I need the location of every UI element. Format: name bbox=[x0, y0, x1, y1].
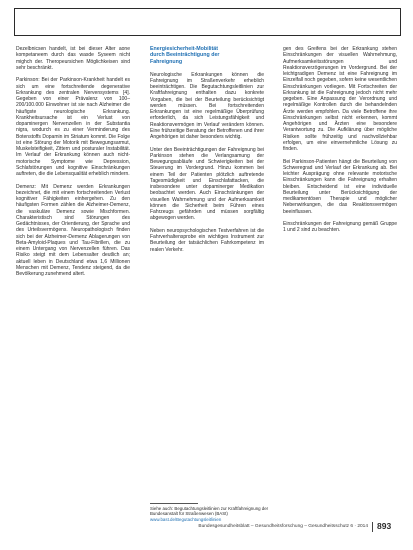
paragraph: Neben neuropsychologischen Testverfahren ist die Fahrverhaltensprobe ein wichtiges Instrument zur Beurteilung der tatsächlichen Fahrkompetenz im realen Verkehr. bbox=[150, 227, 264, 253]
section-heading-line: Fahreignung bbox=[150, 58, 183, 65]
paragraph: gen des Greifens bei der Erkrankung stehen Einschränkungen der visuellen Wahrnehmung, Aufmerksamkeitsstörungen und Reaktionsverzögerungen im Vordergrund. Bei der leichtgradigen Demenz ist eine Fahreignung im Einzelfall noch gegeben, sofern keine wesentlichen Einschränkungen vorliegen. Mit Fortschreiten der Erkrankung ist die Fahreignung jedoch nicht mehr gegeben. Eine Anpassung der Verordnung und regelmäßige Kontrollen durch die behandelnden Ärzte werden empfohlen. Da viele Betroffene ihre Einschränkungen selbst nicht erkennen, kommt Angehörigen und Ärzten eine besondere Verantwortung zu. Die Aufklärung über mögliche Risiken sollte frühzeitig und nachvollziehbar erfolgen, um eine einvernehmliche Lösung zu finden. bbox=[283, 46, 397, 152]
paragraph: Bei Parkinson-Patienten hängt die Beurteilung von Schweregrad und Verlauf der Erkrankung ab. Bei leichter Ausprägung ohne relevante motorische Einschränkungen kann die Fahreignung erhalten bleiben. Entscheidend ist eine individuelle Beurteilung unter Berücksichtigung der medikamentösen Therapie und möglicher Nebenwirkungen, die das Reaktionsvermögen beeinflussen. bbox=[283, 158, 397, 215]
section-heading-line: durch Beeinträchtigung der bbox=[150, 52, 220, 59]
text-column-left bbox=[16, 46, 130, 284]
section-heading bbox=[150, 46, 264, 65]
text-column-right bbox=[283, 46, 397, 240]
footer-divider bbox=[372, 522, 373, 532]
paragraph: Unter den Beeinträchtigungen der Fahreignung bei Parkinson stehen die Verlangsamung der Bewegungsabläufe und Schwierigkeiten bei der Steuerung im Vordergrund. Hinzu kommen bei einem Teil der Patienten plötzlich auftretende Tagesmüdigkeit und Einschlafattacken, die insbesondere unter dopaminerger Medikation beobachtet werden. Auch Einschränkungen der visuellen Wahrnehmung und der Aufmerksamkeit können die Sicherheit beim Führen eines Fahrzeugs gefährden und müssen sorgfältig abgewogen werden. bbox=[150, 146, 264, 222]
journal-footer: Bundesgesundheitsblatt – Gesundheitsforschung – Gesundheitsschutz 6 · 2014 bbox=[198, 524, 368, 529]
page-number: 893 bbox=[377, 521, 392, 531]
paragraph: Einschränkungen der Fahreignung gemäß Gruppe 1 und 2 sind zu beachten. bbox=[283, 221, 397, 234]
section-heading-line: Energiesicherheit-Mobilität bbox=[150, 46, 218, 52]
footnote-link[interactable]: www.bast.de/Begutachtungsleitlinien bbox=[150, 516, 222, 522]
paragraph: Parkinson: Bei der Parkinson-Krankheit handelt es sich um eine fortschreitende degenerative Erkrankung des zentralen Nervensystems [4]. Gegeben von einer Prävalenz von 100–200/100.000 Einwohner ist sie nach Alzheimer die häufigste neurologische Erkrankung. Krankheitsursache ist ein Verlust von dopaminergen Nervenzellen in der Substantia nigra, wodurch es zu einer Verminderung des Botenstoffs Dopamin im Striatum kommt. Die Folge ist eine Störung der Motorik mit Bewegungsarmut, Muskelsteifigkeit, Zittern und posturaler Instabilität. Im Verlauf der Erkrankung können auch nicht-motorische Symptome wie Depression, Schlafstörungen und kognitive Einschränkungen auftreten, die die Lebensqualität erheblich mindern. bbox=[16, 77, 130, 177]
paragraph: Dezelbnicsen handelt, ist bei dieser Alter aone kompetaneem durch das wasde Syseem nicht mighch der. Theropeursichen Möglichkeisen sind sehr beschränkt. bbox=[16, 46, 130, 71]
text-column-middle bbox=[150, 46, 264, 259]
footnote-text: Siehe auch: Begutachtungsleitlinien zur Kraftfahreignung der Bundesanstalt für Straßenwesen (BASt) bbox=[150, 506, 269, 517]
footnote-divider bbox=[150, 503, 198, 504]
header-box bbox=[14, 8, 401, 36]
footnote bbox=[150, 506, 270, 522]
paragraph: Neurologische Erkrankungen können die Fahreignung im Straßenverkehr erheblich beeinträchtigen. Die Begutachtungsleitlinien zur Kraftfahreignung enthalten dazu konkrete Vorgaben, die bei der Beurteilung berücksichtigt werden müssen. Bei fortschreitenden Erkrankungen ist eine regelmäßige Überprüfung erforderlich, da sich Leistungsfähigkeit und Reaktionsvermögen im Verlauf verändern können. Eine frühzeitige Beratung der Betroffenen und ihrer Angehörigen ist daher besonders wichtig. bbox=[150, 71, 264, 141]
paragraph: Demenz: Mit Demenz werden Erkrankungen bezeichnet, die mit einem fortschreitenden Verlust kognitiver Fähigkeiten einhergehen. Zu den häufigsten Formen zählen die Alzheimer-Demenz, die vaskuläre Demenz sowie Mischformen. Charakteristisch sind Störungen des Gedächtnisses, der Orientierung, der Sprache und des Urteilsvermögens. Neuropathologisch finden sich bei der Alzheimer-Demenz Ablagerungen von Beta-Amyloid-Plaques und Tau-Fibrillen, die zu einem Untergang von Nervenzellen führen. Das Risiko steigt mit dem Lebensalter deutlich an; aktuell leben in Deutschland etwa 1,6 Millionen Menschen mit Demenz, Tendenz steigend, da die Bevölkerung zunehmend altert. bbox=[16, 183, 130, 277]
